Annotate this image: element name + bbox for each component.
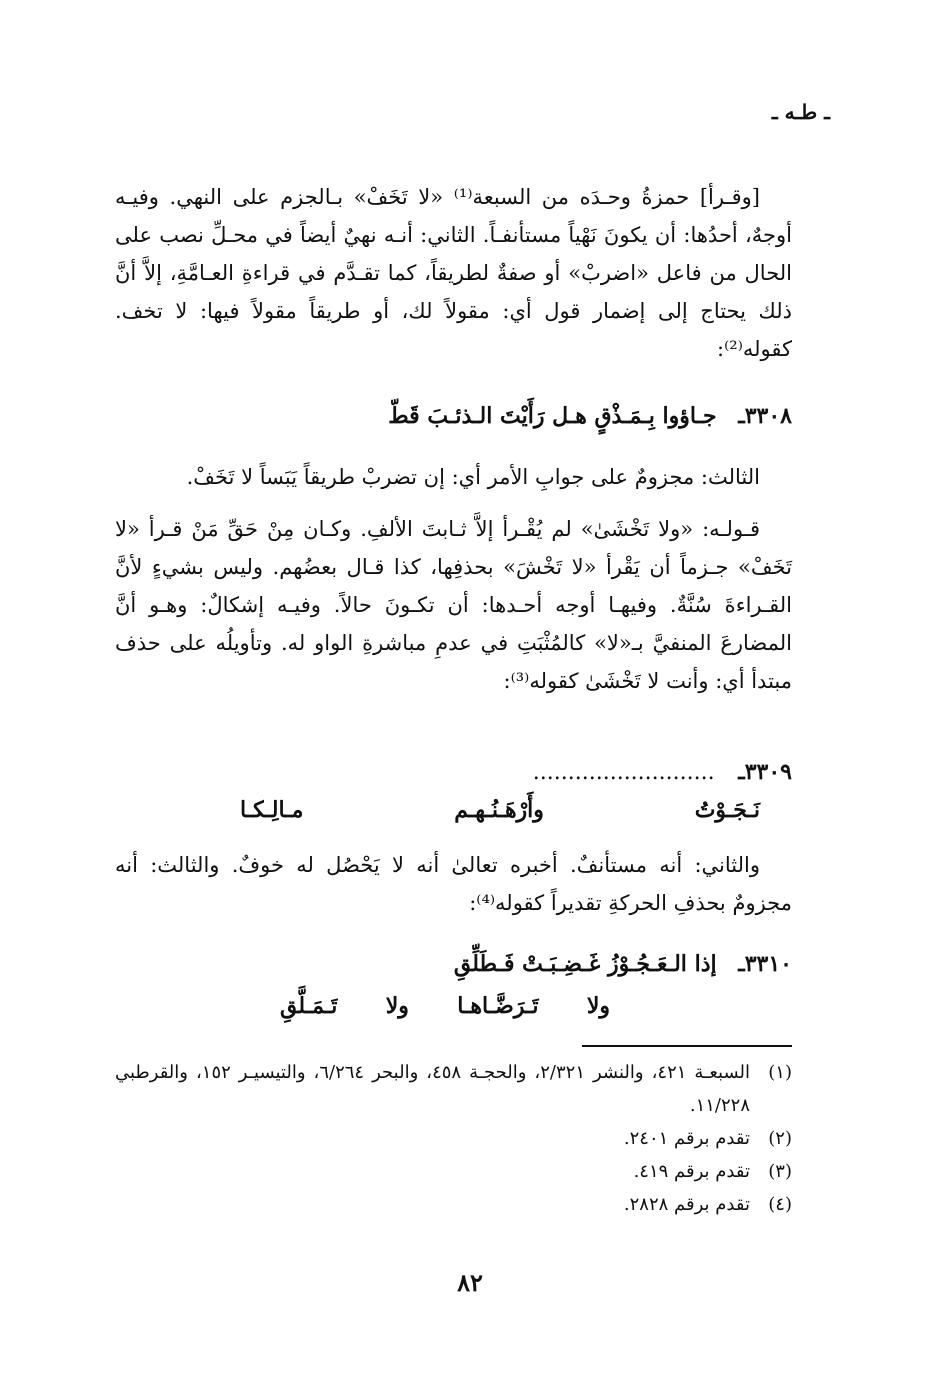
verse-3310-line-2 bbox=[280, 986, 610, 1026]
footnote-4 bbox=[115, 1188, 792, 1221]
verse-word: تَـمَـلَّقِ bbox=[280, 993, 338, 1019]
footnote-text: تقدم برقم ٢٨٢٨. bbox=[623, 1194, 750, 1215]
footnote-separator bbox=[582, 1045, 792, 1047]
paragraph-4: والثاني: أنه مستأنفٌ. أخبره تعالىٰ أنه لا يَحْصُل له خوفٌ. والثالث: أنه مجزومٌ بحذفِ الحركةِ تقديراً كقوله⁽⁴⁾: bbox=[115, 853, 792, 915]
footnote-number: (٢) bbox=[768, 1128, 792, 1149]
verse-word: ولا bbox=[385, 993, 409, 1019]
footnote-text: السبعـة ٤٢١، والنشر ٢/٣٢١، والحجـة ٤٥٨، والبحر ٦/٢٦٤، والتيسيـر ١٥٢، والقرطبي ١١/٢٢٨. bbox=[115, 1062, 751, 1116]
verse-number: ٣٣٠٨ـ bbox=[738, 403, 792, 429]
verse-3310-line-1 bbox=[115, 944, 792, 984]
verse-number: ٣٣١٠ـ bbox=[738, 951, 792, 977]
paragraph-1: [وقـرأ] حمزةُ وحـدَه من السبعة⁽¹⁾ «لا تَخَفْ» بـالجزم على النهي. وفيـه أوجهٌ، أحدُها: أن يكونَ نَهْياً مستأنفـاً. الثاني: أنـه نهيٌ أيضاً في محـلِّ نصب على الحال من فاعل «اضربْ» أو صفةٌ لطريقاً، كما تقـدَّم في قراءةِ العـامَّةِ، إلاَّ أنَّ ذلك يحتاج إلى إضمار قول أي: مقولاً لك، أو طريقاً مقولاً فيها: لا تخف. كقوله⁽²⁾: bbox=[115, 185, 792, 361]
footnote-1 bbox=[115, 1056, 792, 1122]
verse-word: نَـجَـوْتُ bbox=[694, 797, 760, 823]
verse-number: ٣٣٠٩ـ bbox=[738, 759, 792, 785]
verse-3309-second-hemistich bbox=[240, 790, 760, 830]
verse-word: مـالِـكـا bbox=[240, 797, 304, 823]
footnote-number: (٤) bbox=[768, 1194, 792, 1215]
footnote-3 bbox=[115, 1155, 792, 1188]
footnote-number: (٣) bbox=[768, 1161, 792, 1182]
footnotes bbox=[115, 1056, 792, 1221]
verse-word: وأَرْهَـنُـهـم bbox=[454, 797, 544, 823]
footnote-text: تقدم برقم ٢٤٠١. bbox=[623, 1128, 750, 1149]
running-header: ـ طـه ـ bbox=[771, 100, 830, 124]
verse-3309-first-line bbox=[272, 752, 792, 793]
verse-word: ولا bbox=[586, 993, 610, 1019]
page-number: ٨٢ bbox=[457, 1268, 483, 1297]
verse-text: إذا الـعَـجُـوْزُ غَـضِـبَـتْ فَـطَلِّقِ bbox=[453, 951, 717, 977]
omitted-hemistich-dots: .......................... bbox=[532, 760, 715, 785]
verse-text: جـاؤوا بِـمَـذْقٍ هـل رَأَيْتَ الـذئـبَ قَطّ bbox=[388, 403, 717, 429]
verse-3308 bbox=[115, 396, 792, 436]
paragraph-3: قـولـه: «ولا تَخْشَىٰ» لم يُقْـرأ إلاَّ ثـابتَ الألفِ. وكـان مِنْ حَقِّ مَنْ قـرأ «لا تَخَفْ» جـزماً أن يَقْرأ «لا تَخْشَ» بحذفِها، كذا قـال بعضُهم. وليس بشيءٍ لأنَّ القـراءةَ سُنَّةٌ. وفيهـا أوجه أحـدها: أن تكـونَ حالاً. وفيـه إشكالٌ: وهـو أنَّ المضارعَ المنفيَّ بـ«لا» كالمُثْبَتِ في عدمِ مباشرةِ الواو له. وتأويلُه على حذف مبتدأ أي: وأنت لا تَخْشَىٰ كقوله⁽³⁾: bbox=[115, 517, 792, 693]
verse-word: تَـرَضَّـاهـا bbox=[457, 993, 539, 1019]
paragraph-2: الثالث: مجزومٌ على جوابِ الأمر أي: إن تضربْ طريقاً يَبَساً لا تَخَفْ. bbox=[186, 465, 760, 489]
footnote-number: (١) bbox=[768, 1062, 792, 1083]
footnote-2 bbox=[115, 1122, 792, 1155]
footnote-text: تقدم برقم ٤١٩. bbox=[633, 1161, 750, 1182]
